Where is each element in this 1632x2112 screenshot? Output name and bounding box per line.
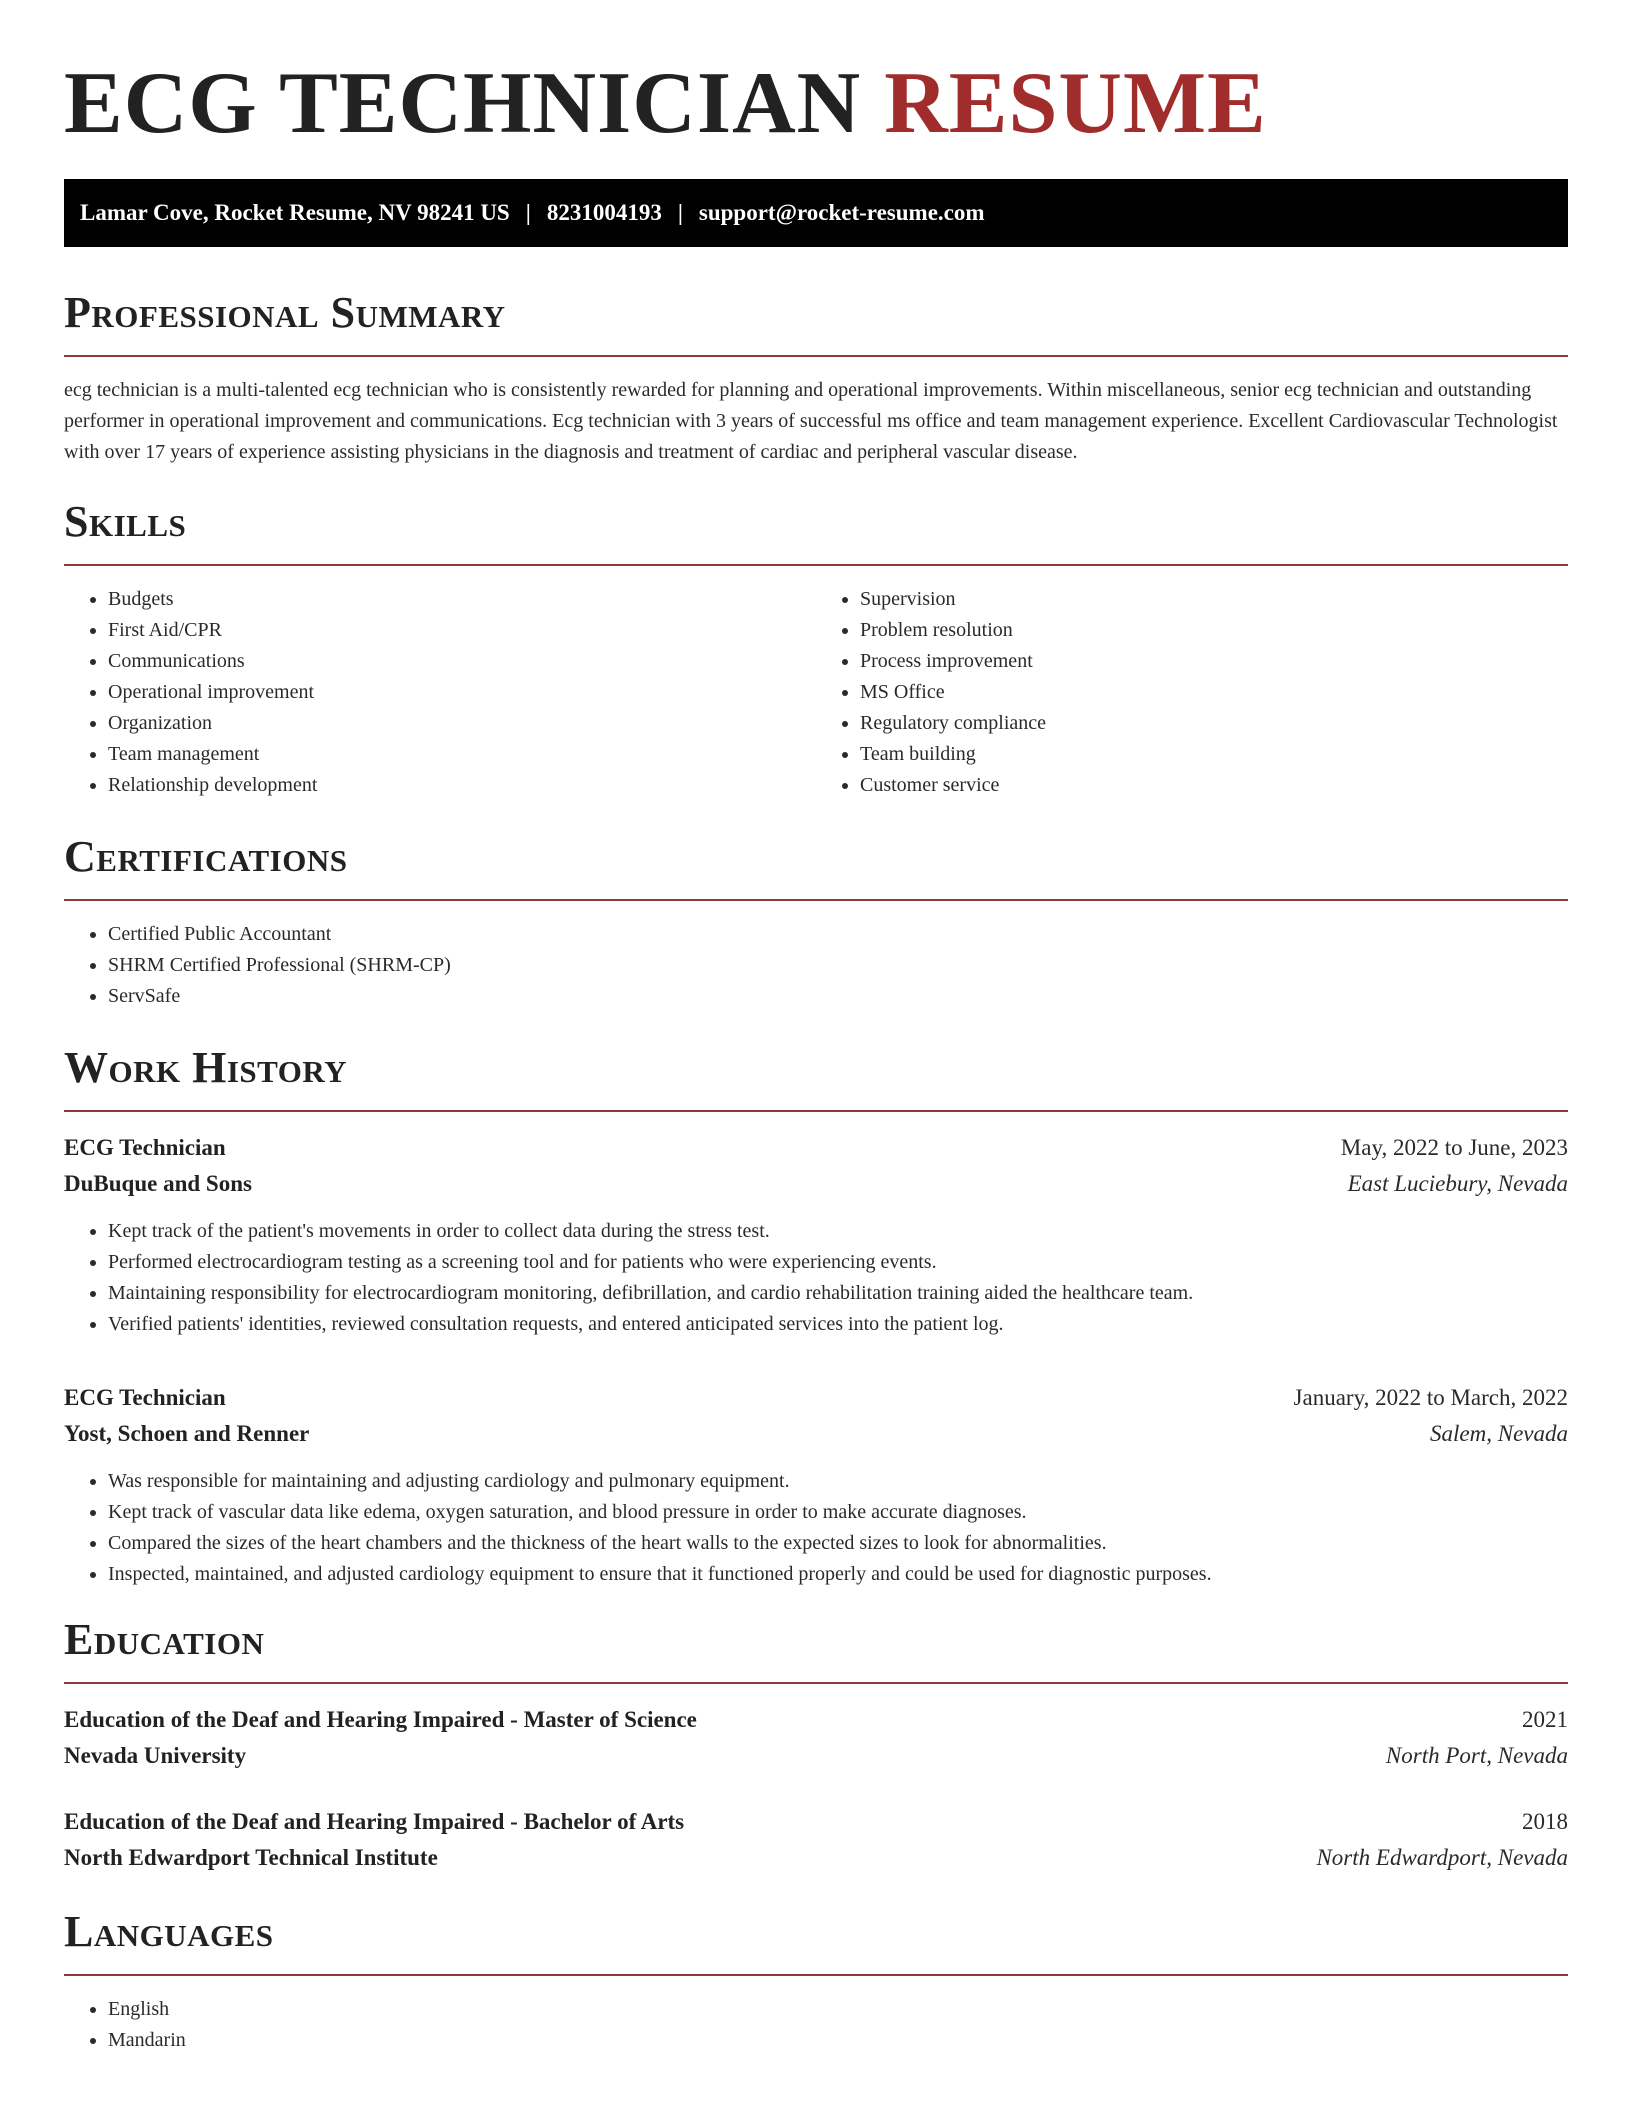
skill-item: • Regulatory compliance xyxy=(860,708,1568,739)
education-school: North Edwardport Technical Institute xyxy=(64,1845,438,1870)
contact-address: Lamar Cove, Rocket Resume, NV 98241 US xyxy=(80,200,510,225)
education-year: 2018 xyxy=(1522,1809,1568,1834)
job-bullet: • Maintaining responsibility for electrocardiogram monitoring, defibrillation, and cardio rehabilitation training aided the healthcare team. xyxy=(108,1278,1568,1309)
skill-item: • Supervision xyxy=(860,584,1568,615)
title-accent: RESUME xyxy=(884,55,1267,152)
certifications-section xyxy=(64,831,1568,1012)
contact-separator: | xyxy=(525,200,531,225)
skills-section xyxy=(64,496,1568,801)
contact-phone: 8231004193 xyxy=(546,200,662,225)
skill-item: • Team building xyxy=(860,739,1568,770)
language-item: • Mandarin xyxy=(108,2025,1568,2056)
job-dates: May, 2022 to June, 2023 xyxy=(1340,1135,1568,1160)
job-company: DuBuque and Sons xyxy=(64,1171,252,1196)
section-divider xyxy=(64,564,1568,566)
job-bullets xyxy=(64,1216,1568,1340)
skill-item: • Communications xyxy=(108,646,816,677)
skills-list-right xyxy=(816,584,1568,801)
skills-grid xyxy=(64,584,1568,801)
skills-heading: Skills xyxy=(64,497,187,546)
education-location: North Edwardport, Nevada xyxy=(1316,1845,1568,1870)
work-history-heading: Work History xyxy=(64,1043,348,1092)
skill-item: • Organization xyxy=(108,708,816,739)
job-title: ECG Technician xyxy=(64,1385,226,1410)
education-section xyxy=(64,1614,1568,1876)
job-bullet: • Compared the sizes of the heart chambers and the thickness of the heart walls to the expected sizes to look for abnormalities. xyxy=(108,1528,1568,1559)
section-divider xyxy=(64,355,1568,357)
job-dates: January, 2022 to March, 2022 xyxy=(1293,1385,1568,1410)
education-entry xyxy=(64,1804,1568,1876)
skill-item: • Operational improvement xyxy=(108,677,816,708)
section-divider xyxy=(64,1682,1568,1684)
job-bullet: • Was responsible for maintaining and adjusting cardiology and pulmonary equipment. xyxy=(108,1466,1568,1497)
job-bullet: • Kept track of the patient's movements in order to collect data during the stress test. xyxy=(108,1216,1568,1247)
education-degree: Education of the Deaf and Hearing Impaired - Bachelor of Arts xyxy=(64,1809,685,1834)
languages-heading: Languages xyxy=(64,1907,274,1956)
skills-list-left xyxy=(64,584,816,801)
skill-item: • Problem resolution xyxy=(860,615,1568,646)
job-bullets xyxy=(64,1466,1568,1590)
skill-item: • Customer service xyxy=(860,770,1568,801)
skill-item: • Team management xyxy=(108,739,816,770)
job-bullet: • Verified patients' identities, reviewed consultation requests, and entered anticipated services into the patient log. xyxy=(108,1309,1568,1340)
title-main: ECG TECHNICIAN xyxy=(64,55,862,152)
job-location: East Luciebury, Nevada xyxy=(1347,1171,1568,1196)
section-divider xyxy=(64,899,1568,901)
language-item: • English xyxy=(108,1994,1568,2025)
education-school: Nevada University xyxy=(64,1743,247,1768)
job-location: Salem, Nevada xyxy=(1430,1421,1568,1446)
skill-item: • Budgets xyxy=(108,584,816,615)
job-bullet: • Performed electrocardiogram testing as a screening tool and for patients who were experiencing events. xyxy=(108,1247,1568,1278)
skill-item: • Process improvement xyxy=(860,646,1568,677)
job-entry xyxy=(64,1130,1568,1340)
section-divider xyxy=(64,1974,1568,1976)
education-location: North Port, Nevada xyxy=(1385,1743,1568,1768)
contact-email: support@rocket-resume.com xyxy=(698,200,985,225)
skill-item: • First Aid/CPR xyxy=(108,615,816,646)
contact-separator: | xyxy=(677,200,683,225)
resume-title xyxy=(64,54,1568,154)
work-history-section xyxy=(64,1042,1568,1590)
education-degree: Education of the Deaf and Hearing Impaired - Master of Science xyxy=(64,1707,697,1732)
certifications-list xyxy=(64,919,1568,1012)
contact-bar xyxy=(64,179,1568,247)
job-company: Yost, Schoen and Renner xyxy=(64,1421,310,1446)
education-year: 2021 xyxy=(1522,1707,1568,1732)
certification-item: • Certified Public Accountant xyxy=(108,919,1568,950)
education-entry xyxy=(64,1702,1568,1774)
certification-item: • SHRM Certified Professional (SHRM-CP) xyxy=(108,950,1568,981)
summary-section xyxy=(64,287,1568,468)
job-bullet: • Kept track of vascular data like edema, oxygen saturation, and blood pressure in order to make accurate diagnoses. xyxy=(108,1497,1568,1528)
education-heading: Education xyxy=(64,1615,265,1664)
certifications-heading: Certifications xyxy=(64,832,348,881)
summary-heading: Professional Summary xyxy=(64,288,506,337)
job-entry xyxy=(64,1380,1568,1590)
skill-item: • MS Office xyxy=(860,677,1568,708)
languages-list xyxy=(64,1994,1568,2056)
certification-item: • ServSafe xyxy=(108,981,1568,1012)
summary-text: ecg technician is a multi-talented ecg technician who is consistently rewarded for planning and operational improvements. Within miscellaneous, senior ecg technician and outstanding performer in operational improvement and communications. Ecg technician with 3 years of successful ms office and team management experience. Excellent Cardiovascular Technologist with over 17 years of experience assisting physicians in the diagnosis and treatment of cardiac and peripheral vascular disease. xyxy=(64,379,1558,463)
languages-section xyxy=(64,1906,1568,2056)
section-divider xyxy=(64,1110,1568,1112)
job-bullet: • Inspected, maintained, and adjusted cardiology equipment to ensure that it functioned properly and could be used for diagnostic purposes. xyxy=(108,1559,1568,1590)
job-title: ECG Technician xyxy=(64,1135,226,1160)
skill-item: • Relationship development xyxy=(108,770,816,801)
